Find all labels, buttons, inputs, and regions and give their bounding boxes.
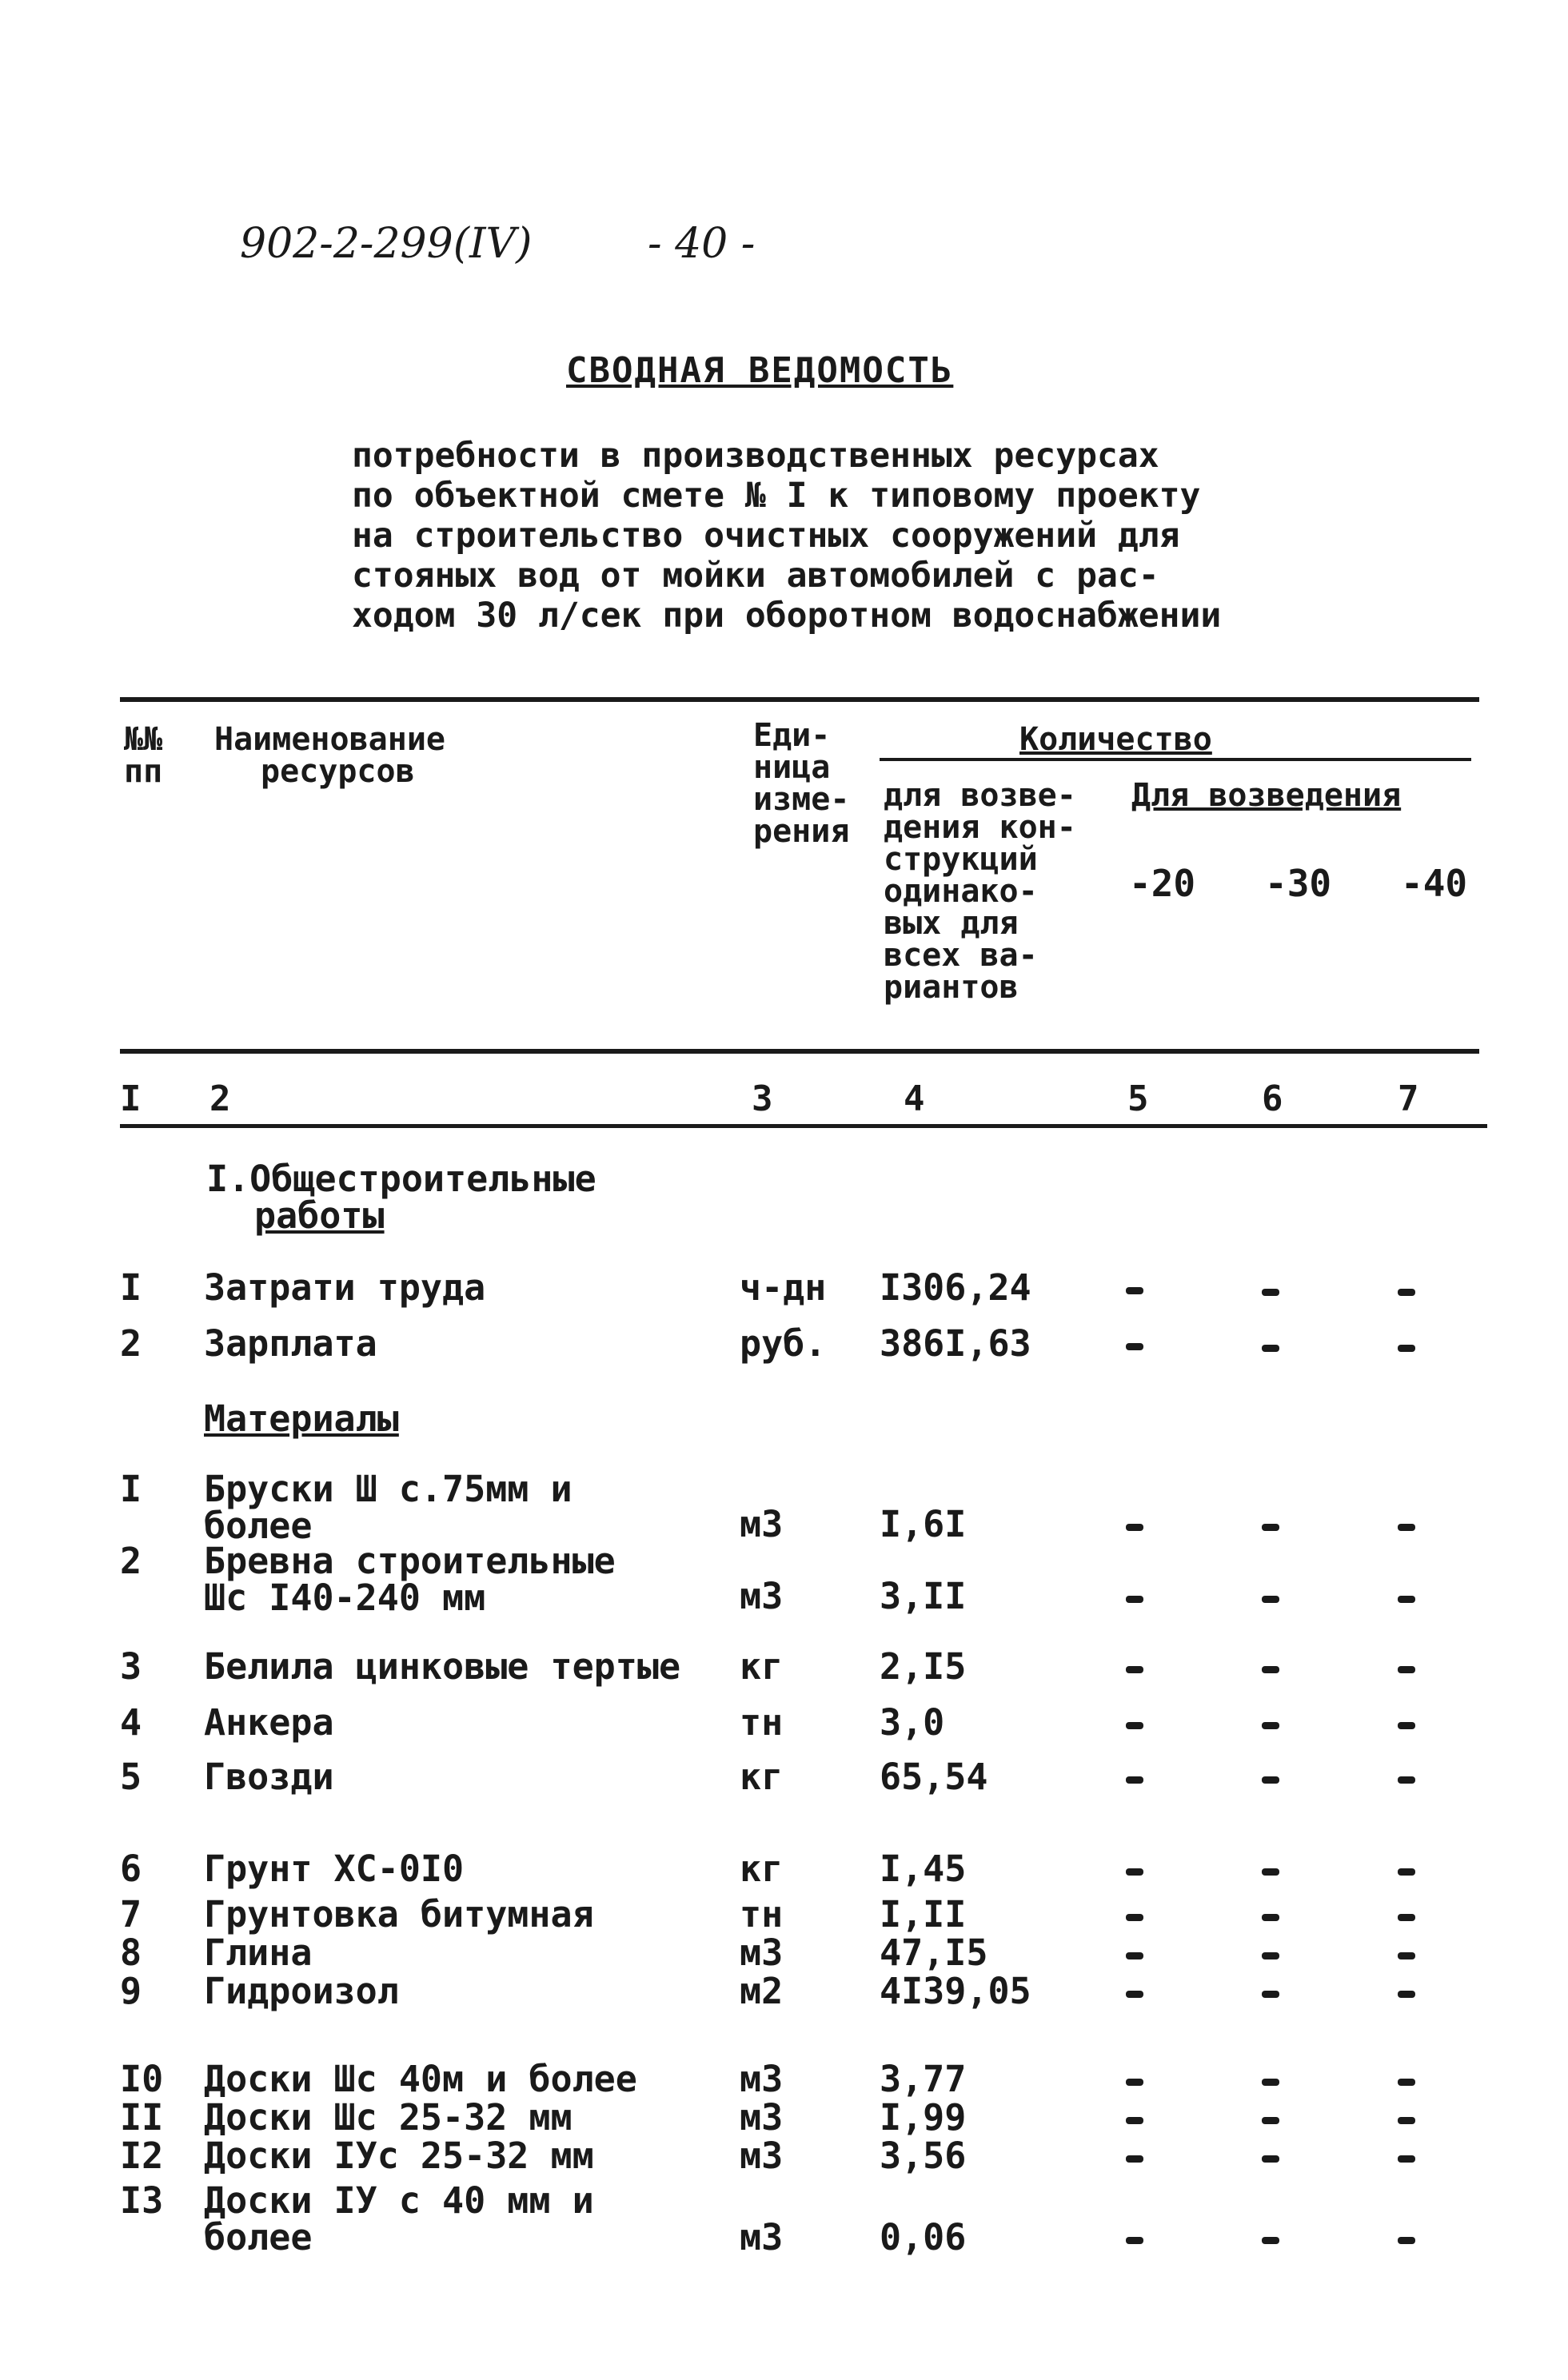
row-number: 8 — [120, 1932, 142, 1974]
row-name — [204, 2096, 573, 2139]
row-unit: м3 — [740, 2135, 784, 2177]
row-name-line: более — [204, 2216, 313, 2258]
header-for-construction: Для возведения — [1131, 777, 1402, 814]
dash-7 — [1398, 1776, 1415, 1784]
dash-6 — [1262, 1952, 1279, 1959]
dash-6 — [1262, 2117, 1279, 2124]
dash-6 — [1262, 1666, 1279, 1673]
row-number: 5 — [120, 1756, 142, 1798]
row-name: Затрати труда — [204, 1266, 486, 1309]
row-unit: ч-дн — [740, 1266, 827, 1309]
row-quantity: I306,24 — [880, 1266, 1031, 1309]
dash-6 — [1262, 2237, 1279, 2244]
row-unit: м2 — [740, 1970, 784, 2012]
row-number: I — [120, 1468, 142, 1510]
dash-5 — [1126, 1914, 1143, 1921]
row-name-line: Белила цинковые тертые — [204, 1645, 681, 1688]
row-quantity: 47,I5 — [880, 1932, 988, 1974]
row-number: 2 — [120, 1322, 142, 1365]
row-name — [204, 2058, 637, 2100]
row-name-line: Шс I40-240 мм — [204, 1577, 486, 1619]
dash-5 — [1126, 1524, 1143, 1531]
dash-5 — [1126, 1287, 1143, 1294]
materials-heading: Материалы — [204, 1397, 399, 1440]
header-unit: Еди- ница изме- рения — [753, 717, 850, 850]
row-name — [204, 1756, 334, 1798]
col-number-6: 6 — [1262, 1078, 1283, 1119]
row-name — [204, 2135, 594, 2177]
dash-7 — [1398, 1952, 1415, 1959]
row-quantity: I,45 — [880, 1848, 967, 1890]
dash-6 — [1262, 1596, 1279, 1603]
dash-6 — [1262, 1776, 1279, 1784]
row-name — [204, 1893, 594, 1935]
row-name-line: Грунтовка битумная — [204, 1893, 594, 1935]
intro-line: потребности в производственных ресурсах — [352, 436, 1159, 476]
row-quantity: 3,56 — [880, 2135, 967, 2177]
dash-5 — [1126, 1343, 1143, 1350]
row-number: II — [120, 2096, 164, 2139]
header-number: №№ пп — [124, 721, 163, 790]
table-top-rule — [120, 697, 1479, 702]
dash-5 — [1126, 1596, 1143, 1603]
col-number-3: 3 — [752, 1078, 773, 1119]
row-name — [204, 1970, 399, 2012]
row-name — [204, 2179, 594, 2258]
dash-7 — [1398, 1914, 1415, 1921]
row-number: I — [120, 1266, 142, 1309]
dash-7 — [1398, 2155, 1415, 2163]
dash-6 — [1262, 1345, 1279, 1352]
row-quantity: I,6I — [880, 1503, 967, 1545]
row-number: 4 — [120, 1701, 142, 1744]
col-number-7: 7 — [1398, 1078, 1419, 1119]
dash-7 — [1398, 2237, 1415, 2244]
row-unit: м3 — [740, 2216, 784, 2258]
dash-5 — [1126, 1952, 1143, 1959]
row-number: I3 — [120, 2179, 164, 2222]
dash-5 — [1126, 1991, 1143, 1998]
dash-7 — [1398, 1289, 1415, 1296]
row-number: I2 — [120, 2135, 164, 2177]
row-number: 9 — [120, 1970, 142, 2012]
row-quantity: 3,77 — [880, 2058, 967, 2100]
dash-7 — [1398, 1991, 1415, 1998]
row-unit: м3 — [740, 1503, 784, 1545]
col-number-1: I — [120, 1078, 142, 1119]
row-quantity: 386I,63 — [880, 1322, 1031, 1365]
header-temp-20: -20 — [1129, 862, 1196, 905]
row-name-line: Глина — [204, 1932, 313, 1974]
document-title: СВОДНАЯ ВЕДОМОСТЬ — [566, 350, 954, 391]
dash-7 — [1398, 1722, 1415, 1729]
row-number: 2 — [120, 1540, 142, 1582]
dash-5 — [1126, 2079, 1143, 2086]
row-quantity: 3,0 — [880, 1701, 945, 1744]
row-quantity: 3,II — [880, 1575, 967, 1617]
row-name-line: Доски IУс 25-32 мм — [204, 2135, 594, 2177]
dash-5 — [1126, 2117, 1143, 2124]
dash-6 — [1262, 1524, 1279, 1531]
row-unit: тн — [740, 1893, 784, 1935]
dash-6 — [1262, 1991, 1279, 1998]
dash-6 — [1262, 2155, 1279, 2163]
dash-7 — [1398, 1596, 1415, 1603]
col-number-2: 2 — [209, 1078, 231, 1119]
row-number: 6 — [120, 1848, 142, 1890]
row-quantity: I,99 — [880, 2096, 967, 2139]
row-name — [204, 1540, 616, 1619]
dash-5 — [1126, 2237, 1143, 2244]
intro-text — [352, 436, 1221, 636]
col-number-4: 4 — [904, 1078, 925, 1119]
dash-7 — [1398, 1666, 1415, 1673]
row-quantity: 2,I5 — [880, 1645, 967, 1688]
dash-6 — [1262, 2079, 1279, 2086]
row-quantity: 4I39,05 — [880, 1970, 1031, 2012]
row-name-line: Анкера — [204, 1701, 334, 1744]
row-unit: кг — [740, 1848, 784, 1890]
row-name-line: Гвозди — [204, 1756, 334, 1798]
row-unit: м3 — [740, 1575, 784, 1617]
row-unit: м3 — [740, 2096, 784, 2139]
dash-6 — [1262, 1289, 1279, 1296]
intro-line: по объектной смете № I к типовому проекту — [352, 476, 1201, 516]
dash-7 — [1398, 1345, 1415, 1352]
row-name-line: Доски Шс 25-32 мм — [204, 2096, 573, 2139]
dash-5 — [1126, 1776, 1143, 1784]
dash-5 — [1126, 1722, 1143, 1729]
row-name-line: Гидроизол — [204, 1970, 399, 2012]
dash-5 — [1126, 1666, 1143, 1673]
header-temp-30: -30 — [1265, 862, 1332, 905]
intro-line: стояных вод от мойки автомобилей с рас- — [352, 556, 1159, 596]
row-unit: руб. — [740, 1322, 827, 1365]
row-unit: кг — [740, 1756, 784, 1798]
row-quantity: I,II — [880, 1893, 967, 1935]
row-number: 3 — [120, 1645, 142, 1688]
row-unit: м3 — [740, 1932, 784, 1974]
row-name-line: Бруски Ш с.75мм и — [204, 1468, 573, 1510]
header-quantity: Количество — [1019, 721, 1212, 758]
row-quantity: 65,54 — [880, 1756, 988, 1798]
column-numbers-rule — [120, 1124, 1487, 1128]
row-name — [204, 1701, 334, 1744]
row-name — [204, 1645, 681, 1688]
dash-6 — [1262, 1914, 1279, 1921]
row-name: Зарплата — [204, 1322, 377, 1365]
document-code: 902-2-299(IV) — [240, 220, 533, 268]
header-temp-40: -40 — [1401, 862, 1468, 905]
row-unit: кг — [740, 1645, 784, 1688]
row-unit: м3 — [740, 2058, 784, 2100]
section-heading: I.Общестроительные работы — [206, 1158, 596, 1237]
qty-rule — [880, 758, 1471, 761]
row-name-line: Доски IУ с 40 мм и — [204, 2179, 594, 2222]
intro-line: на строительство очистных сооружений для — [352, 516, 1180, 556]
dash-7 — [1398, 2079, 1415, 2086]
row-quantity: 0,06 — [880, 2216, 967, 2258]
row-name-line: Доски Шс 40м и более — [204, 2058, 637, 2100]
header-same-for-all: для возве- дения кон- струкций одинако- вых для всех ва- риантов — [884, 777, 1076, 1006]
dash-7 — [1398, 2117, 1415, 2124]
dash-5 — [1126, 1868, 1143, 1876]
dash-6 — [1262, 1722, 1279, 1729]
row-number: 7 — [120, 1893, 142, 1935]
row-number: I0 — [120, 2058, 164, 2100]
col-number-5: 5 — [1127, 1078, 1149, 1119]
page-number: - 40 - — [648, 220, 756, 268]
row-name-line: Грунт ХС-0I0 — [204, 1848, 465, 1890]
row-name — [204, 1932, 313, 1974]
header-name: Наименование ресурсов — [214, 721, 445, 790]
dash-7 — [1398, 1868, 1415, 1876]
row-name — [204, 1468, 573, 1547]
dash-6 — [1262, 1868, 1279, 1876]
row-name-line: более — [204, 1505, 313, 1547]
intro-line: ходом 30 л/сек при оборотном водоснабжении — [352, 596, 1222, 636]
row-unit: тн — [740, 1701, 784, 1744]
row-name-line: Бревна строительные — [204, 1540, 616, 1582]
dash-7 — [1398, 1524, 1415, 1531]
table-header-bottom-rule — [120, 1049, 1479, 1054]
dash-5 — [1126, 2155, 1143, 2163]
row-name — [204, 1848, 465, 1890]
